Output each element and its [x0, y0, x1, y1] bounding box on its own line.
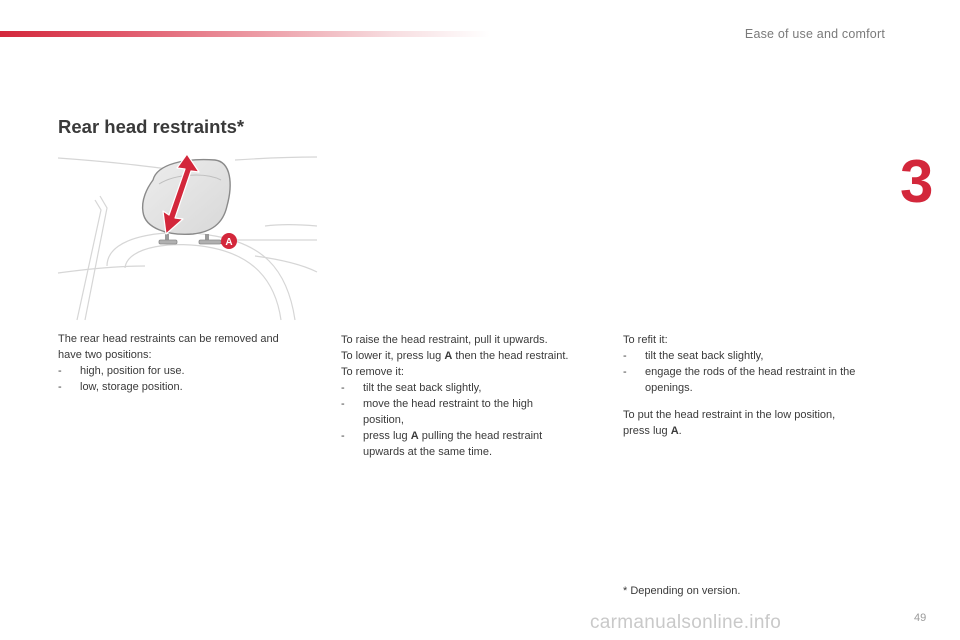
section-title: Ease of use and comfort	[744, 27, 885, 41]
text-column-2	[341, 332, 606, 460]
list-item: - engage the rods of the head restraint in the openings.	[623, 366, 856, 394]
top-color-bar	[0, 31, 490, 37]
text-column-1	[58, 331, 318, 395]
list-item: - high, position for use.	[58, 365, 185, 377]
intro-line: have two positions:	[58, 349, 152, 361]
lower-instruction: To lower it, press lug A then the head restraint.	[341, 350, 569, 362]
raise-instruction: To raise the head restraint, pull it upwards.	[341, 334, 548, 346]
lug-reference: A	[444, 350, 453, 362]
head-restraint-illustration	[55, 148, 320, 323]
page-heading: Rear head restraints*	[58, 116, 245, 137]
intro-line: The rear head restraints can be removed and	[58, 333, 279, 345]
refit-intro: To refit it:	[623, 334, 668, 346]
page-number: 49	[914, 612, 927, 624]
list-item: - tilt the seat back slightly,	[623, 350, 764, 362]
remove-intro: To remove it:	[341, 366, 404, 378]
low-position-instruction: press lug A.	[623, 425, 682, 437]
watermark: carmanualsonline.info	[590, 612, 782, 633]
list-item: - low, storage position.	[58, 381, 183, 393]
list-item: - press lug A pulling the head restraint upwards at the same time.	[341, 430, 543, 458]
lug-a-label: A	[225, 237, 233, 248]
footnote: * Depending on version.	[623, 585, 741, 597]
list-item: - tilt the seat back slightly,	[341, 382, 482, 394]
lug-reference: A	[410, 430, 419, 442]
low-position-instruction: To put the head restraint in the low position,	[623, 409, 836, 421]
chapter-number: 3	[900, 148, 934, 215]
lug-a-callout	[221, 233, 237, 249]
text-column-3	[623, 332, 893, 439]
lug-reference: A	[670, 425, 679, 437]
list-item: - move the head restraint to the high position,	[341, 398, 533, 426]
